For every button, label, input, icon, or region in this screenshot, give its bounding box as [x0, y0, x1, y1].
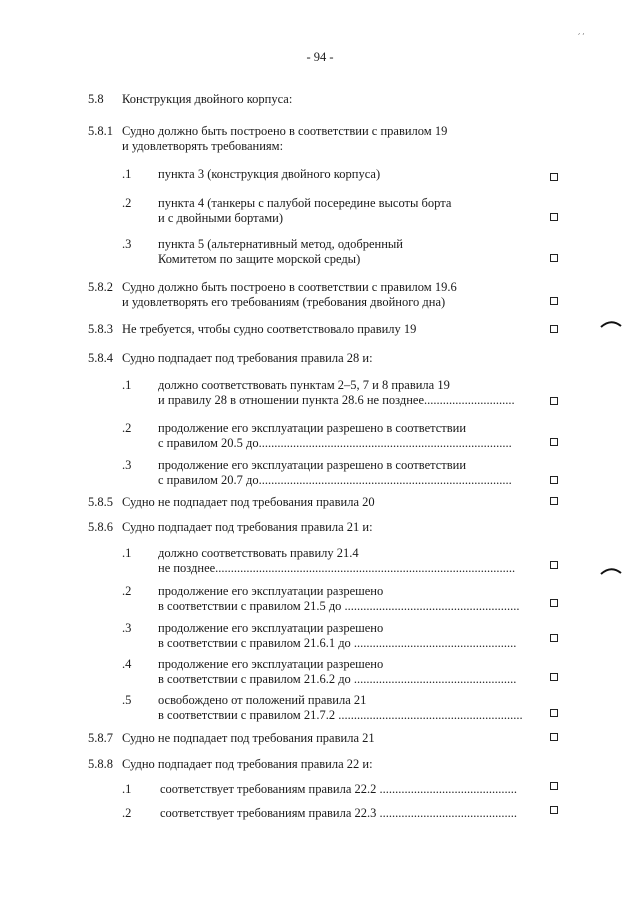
subitem-number: .5: [122, 693, 132, 707]
section-number: 5.8.5: [88, 495, 113, 509]
checkbox[interactable]: [550, 733, 558, 741]
subitem-number: .3: [122, 237, 132, 251]
subitem-number: .3: [122, 621, 132, 635]
subitem-text: освобождено от положений правила 21 в соответствии с правилом 21.7.2 ...........................................................: [158, 693, 523, 722]
section-text: Судно не подпадает под требования правила 20: [122, 495, 375, 509]
subitem-text: пункта 4 (танкеры с палубой посередине высоты борта и с двойными бортами): [158, 196, 452, 225]
subitem-number: .2: [122, 584, 132, 598]
section-text: Судно подпадает под требования правила 21 и:: [122, 520, 373, 534]
checkbox[interactable]: [550, 325, 558, 333]
checkbox[interactable]: [550, 397, 558, 405]
subitem-text: продолжение его эксплуатации разрешено в соответствии с правилом 20.7 до.................................................................................: [158, 458, 512, 487]
subitem-number: .2: [122, 806, 132, 820]
section-number: 5.8.7: [88, 731, 113, 745]
subitem-text: продолжение его эксплуатации разрешено в соответствии с правилом 21.5 до ........................................................: [158, 584, 520, 613]
section-number: 5.8.4: [88, 351, 113, 365]
checkbox[interactable]: [550, 497, 558, 505]
subitem-text: продолжение его эксплуатации разрешено в соответствии с правилом 21.6.1 до ....................................................: [158, 621, 517, 650]
subitem-number: .1: [122, 546, 132, 560]
section-text: Судно должно быть построено в соответствии с правилом 19 и удовлетворять требованиям:: [122, 124, 448, 153]
section-text: Судно подпадает под требования правила 22 и:: [122, 757, 373, 771]
section-text: Не требуется, чтобы судно соответствовало правилу 19: [122, 322, 417, 336]
subitem-number: .2: [122, 196, 132, 210]
subitem-text: соответствует требованиям правила 22.2 ............................................: [160, 782, 518, 796]
checkbox[interactable]: [550, 297, 558, 305]
section-text: Судно подпадает под требования правила 28 и:: [122, 351, 373, 365]
subitem-text: должно соответствовать правилу 21.4 не позднее................................................................................................: [158, 546, 516, 575]
checkbox[interactable]: [550, 213, 558, 221]
section-number: 5.8.3: [88, 322, 113, 336]
section-text: Конструкция двойного корпуса:: [122, 92, 293, 106]
subitem-text: продолжение его эксплуатации разрешено в соответствии с правилом 20.5 до.................................................................................: [158, 421, 512, 450]
subitem-number: .1: [122, 782, 132, 796]
subitem-number: .1: [122, 167, 132, 181]
page-number: - 94 -: [306, 50, 334, 64]
subitem-number: .2: [122, 421, 132, 435]
section-number: 5.8.1: [88, 124, 113, 138]
section-number: 5.8.6: [88, 520, 113, 534]
subitem-number: .4: [122, 657, 132, 671]
checkbox[interactable]: [550, 806, 558, 814]
subitem-text: пункта 5 (альтернативный метод, одобренный Комитетом по защите морской среды): [158, 237, 403, 266]
scan-smudge: [600, 565, 622, 575]
checkbox[interactable]: [550, 782, 558, 790]
subitem-text: должно соответствовать пунктам 2–5, 7 и 8 правила 19 и правилу 28 в отношении пункта 28.6 не позднее.............................: [158, 378, 515, 407]
subitem-number: .1: [122, 378, 132, 392]
subitem-text: продолжение его эксплуатации разрешено в соответствии с правилом 21.6.2 до ....................................................: [158, 657, 517, 686]
subitem-text: пункта 3 (конструкция двойного корпуса): [158, 167, 381, 181]
scan-smudge: [600, 318, 622, 328]
section-number: 5.8.2: [88, 280, 113, 294]
section-text: Судно не подпадает под требования правила 21: [122, 731, 375, 745]
subitem-number: .3: [122, 458, 132, 472]
subitem-text: соответствует требованиям правила 22.3 ............................................: [160, 806, 518, 820]
checkbox[interactable]: [550, 476, 558, 484]
checkbox[interactable]: [550, 561, 558, 569]
checkbox[interactable]: [550, 438, 558, 446]
checkbox[interactable]: [550, 673, 558, 681]
checkbox[interactable]: [550, 173, 558, 181]
checkbox[interactable]: [550, 634, 558, 642]
section-number: 5.8: [88, 92, 104, 106]
section-text: Судно должно быть построено в соответствии с правилом 19.6 и удовлетворять его требованиям (требования двойного дна): [122, 280, 457, 309]
checkbox[interactable]: [550, 254, 558, 262]
checkbox[interactable]: [550, 709, 558, 717]
section-number: 5.8.8: [88, 757, 113, 771]
scan-mark: ׳ ׳: [578, 30, 585, 40]
checkbox[interactable]: [550, 599, 558, 607]
